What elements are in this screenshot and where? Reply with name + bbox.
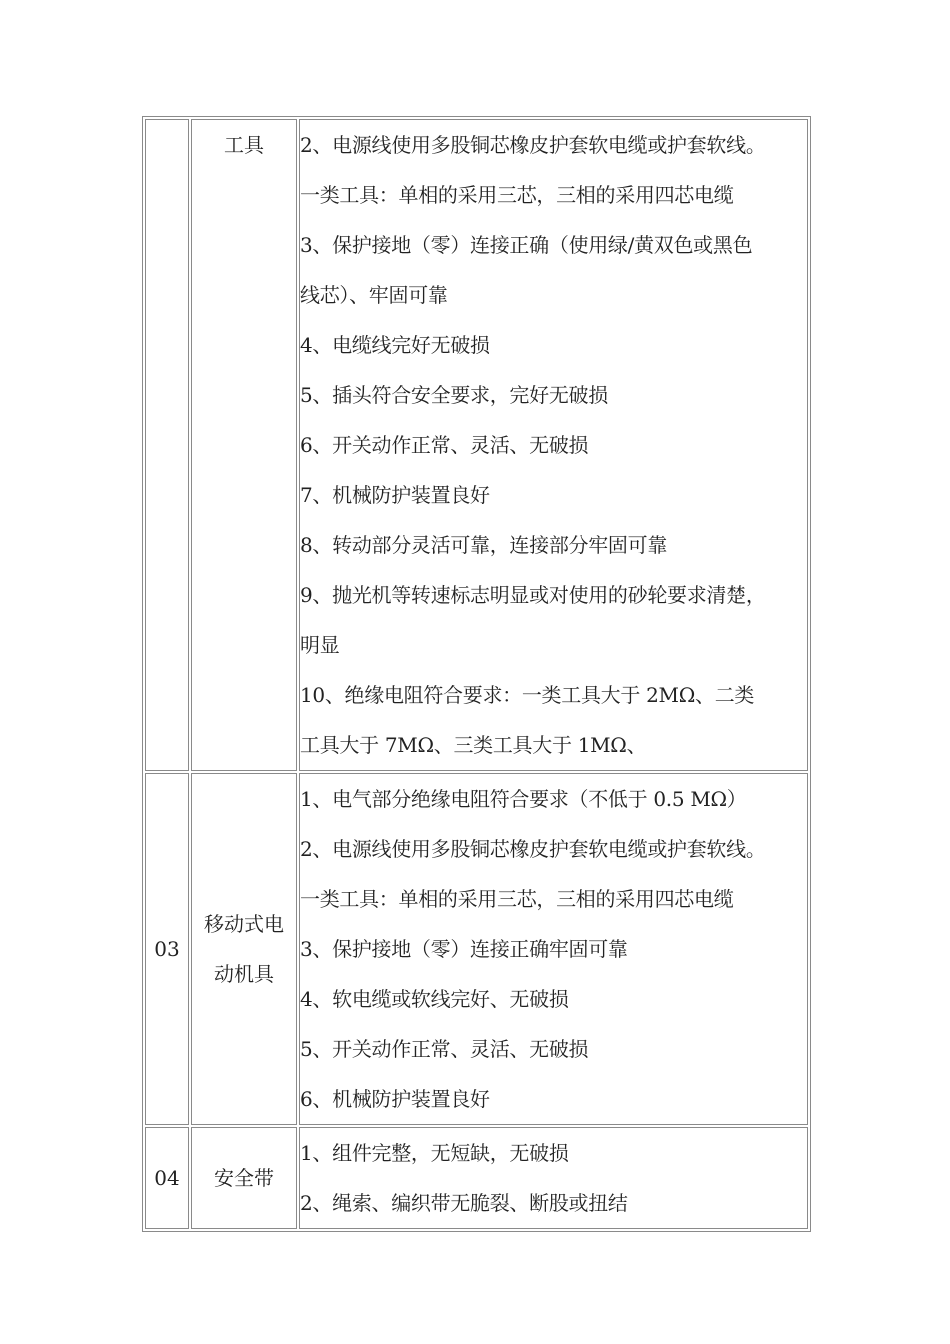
inspection-table [142, 116, 811, 1232]
requirements-cell [299, 119, 808, 771]
row-number-cell: 04 [145, 1127, 189, 1229]
item-name-cell [191, 1127, 297, 1229]
table-row [145, 773, 808, 1125]
requirement-line: 7、机械防护装置良好 [300, 483, 490, 507]
requirement-line: 一类工具：单相的采用三芯，三相的采用四芯电缆 [300, 887, 734, 911]
requirement-line: 5、插头符合安全要求，完好无破损 [300, 383, 608, 407]
row-number-cell [145, 119, 189, 771]
requirement-line: 明显 [300, 633, 340, 657]
row-number-cell: 03 [145, 773, 189, 1125]
requirement-line: 1、电气部分绝缘电阻符合要求（不低于 0.5 MΩ） [300, 787, 747, 811]
requirement-line: 9、抛光机等转速标志明显或对使用的砂轮要求清楚， [300, 583, 766, 607]
requirement-line: 5、开关动作正常、灵活、无破损 [300, 1037, 589, 1061]
item-name: 安全带 [214, 1166, 274, 1190]
item-name-line: 动机具 [214, 962, 274, 986]
requirement-line: 2、绳索、编织带无脆裂、断股或扭结 [300, 1191, 628, 1215]
requirement-line: 一类工具：单相的采用三芯，三相的采用四芯电缆 [300, 183, 734, 207]
requirement-line: 3、保护接地（零）连接正确（使用绿/黄双色或黑色 [300, 233, 753, 257]
item-name-cell [191, 119, 297, 771]
table-row [145, 119, 808, 771]
table-row [145, 1127, 808, 1229]
requirement-line: 8、转动部分灵活可靠，连接部分牢固可靠 [300, 533, 668, 557]
requirement-line: 6、开关动作正常、灵活、无破损 [300, 433, 589, 457]
item-name-line: 移动式电 [204, 912, 284, 936]
item-name-cell [191, 773, 297, 1125]
requirement-line: 1、组件完整，无短缺，无破损 [300, 1141, 569, 1165]
requirements-cell [299, 773, 808, 1125]
item-name: 工具 [224, 133, 264, 157]
requirement-line: 2、电源线使用多股铜芯橡皮护套软电缆或护套软线。 [300, 133, 766, 157]
requirement-line: 4、软电缆或软线完好、无破损 [300, 987, 569, 1011]
requirements-cell [299, 1127, 808, 1229]
requirement-line: 10、绝缘电阻符合要求：一类工具大于 2MΩ、二类 [300, 683, 755, 707]
requirement-line: 3、保护接地（零）连接正确牢固可靠 [300, 937, 628, 961]
requirement-line: 线芯）、牢固可靠 [300, 283, 448, 307]
requirement-line: 工具大于 7MΩ、三类工具大于 1MΩ、 [300, 733, 647, 757]
requirement-line: 6、机械防护装置良好 [300, 1087, 490, 1111]
requirement-line: 4、电缆线完好无破损 [300, 333, 490, 357]
requirement-line: 2、电源线使用多股铜芯橡皮护套软电缆或护套软线。 [300, 837, 766, 861]
